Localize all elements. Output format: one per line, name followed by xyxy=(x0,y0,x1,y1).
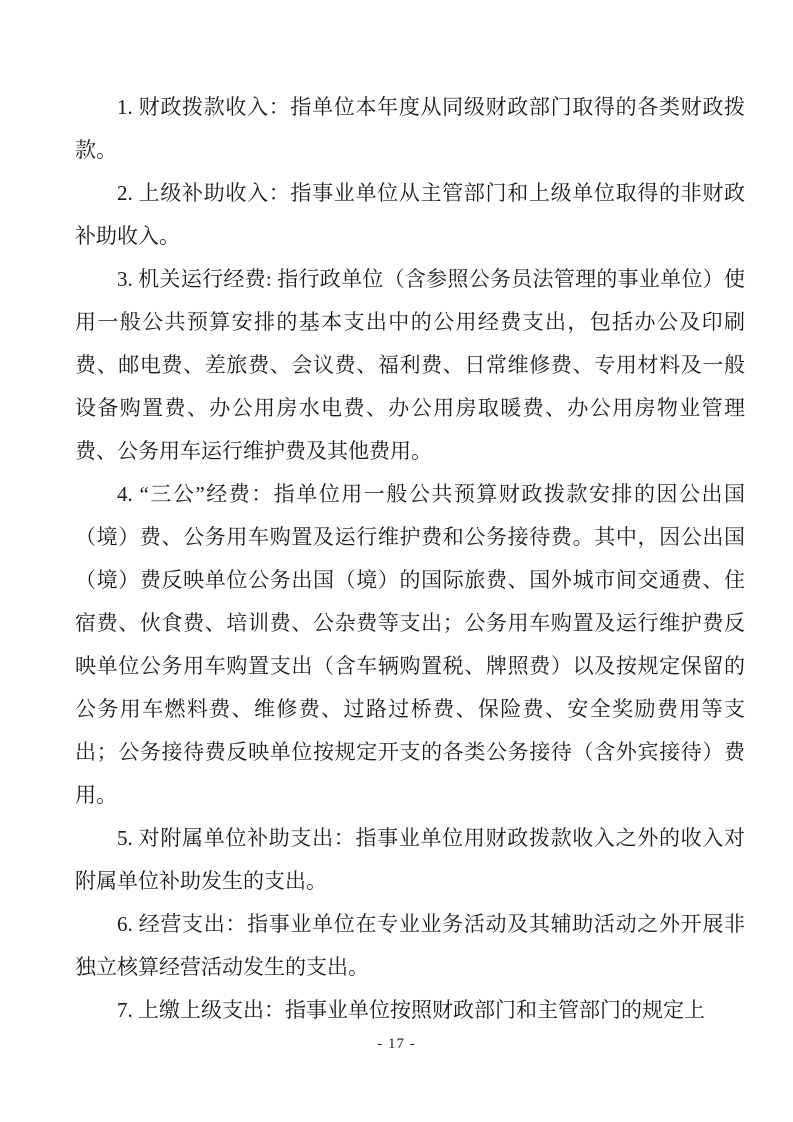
page-number: - 17 - xyxy=(377,1036,416,1052)
paragraph: 1. 财政拨款收入：指单位本年度从同级财政部门取得的各类财政拨款。 xyxy=(75,95,745,162)
paragraph: 5. 对附属单位补助支出：指事业单位用财政拨款收入之外的收入对附属单位补助发生的支出。 xyxy=(75,826,745,893)
paragraph: 7. 上缴上级支出：指事业单位按照财政部门和主管部门的规定上 xyxy=(117,998,705,1022)
paragraph: 2. 上级补助收入：指事业单位从主管部门和上级单位取得的非财政补助收入。 xyxy=(75,181,745,248)
paragraph: 6. 经营支出：指事业单位在专业业务活动及其辅助活动之外开展非独立核算经营活动发生的支出。 xyxy=(75,912,745,979)
paragraph: 4. “三公”经费：指单位用一般公共预算财政拨款安排的因公出国（境）费、公务用车购置及运行维护费和公务接待费。其中，因公出国（境）费反映单位公务出国（境）的国际旅费、国外城市间交通费、住宿费、伙食费、培训费、公杂费等支出；公务用车购置及运行维护费反映单位公务用车购置支出（含车辆购置税、牌照费）以及按规定保留的公务用车燃料费、维修费、过路过桥费、保险费、安全奖励费用等支出；公务接待费反映单位按规定开支的各类公务接待（含外宾接待）费用。 xyxy=(75,482,745,807)
paragraph: 3. 机关运行经费: 指行政单位（含参照公务员法管理的事业单位）使用一般公共预算安排的基本支出中的公用经费支出，包括办公及印刷费、邮电费、差旅费、会议费、福利费、日常维修费、专用材料及一般设备购置费、办公用房水电费、办公用房取暖费、办公用房物业管理费、公务用车运行维护费及其他费用。 xyxy=(75,267,745,463)
document-body xyxy=(75,86,745,1032)
